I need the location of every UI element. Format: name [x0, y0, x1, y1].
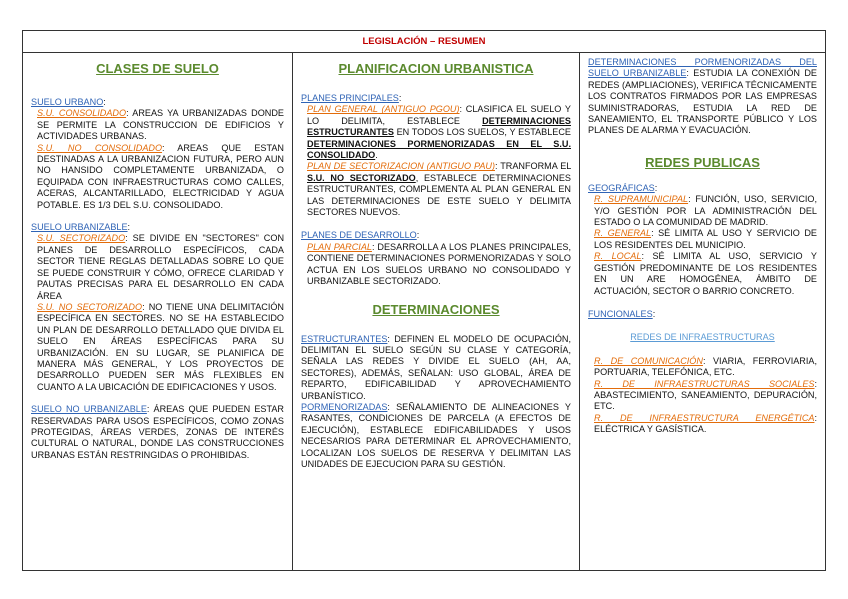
text-r-sociales: : ABASTECIMIENTO, SANEAMIENTO, DEPURACIÓN, ETC. — [594, 378, 817, 412]
label-planes-principales: PLANES PRINCIPALES — [301, 93, 399, 103]
text-plan-general-b2: DETERMINACIONES PORMENORIZADAS EN EL S.U. CONSOLIDADO — [307, 138, 571, 161]
label-su-sectorizado: S.U. SECTORIZADO — [37, 233, 126, 244]
label-r-comunicacion: R. DE COMUNICACIÓN — [594, 355, 703, 366]
text-plan-general-3: . — [375, 150, 378, 161]
text-r-local: : SÉ LIMITA AL USO, SERVICIO Y GESTIÓN PREDOMINANTE DE LOS RESIDENTES EN UN ARE HOMOGÉNEA, ÁMBITO DE ACTUACIÓN, SECTOR O BARRIO CONCRETO. — [594, 251, 817, 296]
text-plan-general-2: EN TODOS LOS SUELOS, Y ESTABLECE — [393, 127, 571, 138]
label-redes-infraestructuras: REDES DE INFRAESTRUCTURAS — [630, 332, 775, 343]
label-r-local: R. LOCAL — [594, 251, 642, 262]
text-plan-general-b1: DETERMINACIONES ESTRUCTURANTES — [307, 115, 571, 138]
label-plan-general: PLAN GENERAL (ANTIGUO PGOU) — [307, 104, 460, 115]
text-su-sectorizado: : SE DIVIDE EN "SECTORES" CON PLANES DE DESARROLLO ESPECÍFICOS, CADA SECTOR TIENE REGLAS DETALLADAS SOBRE LO QUE SE PUEDE CONSTRUIR Y CÓMO, OFRECE CLARIDAD Y PAUTAS PRECISAS PARA EL DESARROLLO EN CADA ÁREA — [37, 233, 285, 301]
column-clases-suelo: CLASES DE SUELO SUELO URBANO: S.U. CONSOLIDADO: AREAS YA URBANIZADAS DONDE SE PERMITE LA CONSTRUCCION DE EDIFICIOS Y ACTIVIDADES URBANAS. S.U. NO CONSOLIDADO: AREAS QUE ESTAN DESTINADAS A LA URBANIZACION FUTURA, PERO AUN NO HANSIDO COMPLETAMENTE URBANIZADA, O EQUIPADA CON INFRAESTRUCTURAS COMO CALLES, ACERAS, ALCANTARILLADO, ELECTRICIDAD Y AGUA POTABLE. ES 1/3 DEL S.U. CONSOLIDADO. SUELO URBANIZABLE: S.U. SECTORIZADO: SE DIVIDE EN "SECTORES" CON PLANES DE DESARROLLO ESPECÍFICOS, CADA SECTOR TIENE REGLAS DETALLADAS SOBRE LO QUE SE PUEDE CONSTRUIR Y CÓMO, OFRECE CLARIDAD Y PAUTAS PRECISAS PARA EL DESARROLLO EN CADA ÁREA S.U. NO SECTORIZADO: NO TIENE UNA DELIMITACIÓN ESPECÍFICA EN SECTORES. NO SE HA ESTABLECIDO UN PLAN DE DESARROLLO DETALLADO QUE DIVIDA EL SUELO EN ÁREAS ESPECÍFICAS PARA SU URBANIZACIÓN. EN SU LUGAR, SE PLANIFICA DE MANERA MÁS GENERAL, Y LOS PROYECTOS DE DESARROLLO PUEDEN SER MÁS FLEXIBLES EN CUANTO A LA UBICACIÓN DE EDIFICACIONES Y USOS. SUELO NO URBANIZABLE: ÁREAS QUE PUEDEN ESTAR RESERVADAS PARA USOS ESPECÍFICOS, COMO ZONAS PROTEGIDAS, ÁREAS VERDES, ZONAS DE INTERÉS CULTURAL O NATURAL, DONDE LAS CONSTRUCCIONES URBANAS ESTÁN RESTRINGIDAS O PROHIBIDAS. — [23, 53, 293, 570]
label-r-supramunicipal: R. SUPRAMUNICIPAL — [594, 194, 689, 205]
label-det-pormenorizadas-urbanizable: DETERMINACIONES PORMENORIZADAS DEL SUELO URBANIZABLE — [588, 57, 817, 79]
text-plan-sector-1: : TRANFORMA EL — [495, 161, 571, 172]
text-plan-sector-2: , ESTABLECE DETERMINACIONES ESTRUCTURANTES, COMPLEMENTA AL PLAN GENERAL EN LAS DETERMINACIONES DE ESTE SUELO Y DELIMITA SECTORES NUEVOS. — [307, 172, 571, 218]
text-plan-parcial: : DESARROLLA A LOS PLANES PRINCIPALES, CONTIENE DETERMINACIONES PORMENORIZADAS Y SOLO ACTUA EN LOS SUELOS URBANO NO CONSOLIDADO Y URBANIZABLE SECTORIZADO. — [307, 241, 571, 287]
page-title: LEGISLACIÓN – RESUMEN — [23, 31, 825, 53]
label-plan-parcial: PLAN PARCIAL — [307, 241, 372, 252]
label-r-sociales: R. DE INFRAESTRUCTURAS SOCIALES — [594, 378, 815, 389]
text-r-general: : SÉ LIMITA AL USO Y SERVICIO DE LOS RESIDENTES DEL MUNICIPIO. — [594, 228, 817, 250]
column-redes: DETERMINACIONES PORMENORIZADAS DEL SUELO URBANIZABLE: ESTUDIA LA CONEXIÓN DE REDES (AMPLIACIONES), VERIFICA TÉCNICAMENTE LOS CONTRATOS FIRMADOS POR LAS EMPRESAS SUMINISTRADORAS, ESTUDIA LA RED DE SANEAMIENTO, EL TRANSPORTE PÚBLICO Y LOS PLANES DE ALARMA Y EVACUACIÓN. REDES PUBLICAS GEOGRÁFICAS: R. SUPRAMUNICIPAL: FUNCIÓN, USO, SERVICIO, Y/O GESTIÓN POR LA ADMINISTRACIÓN DEL ESTADO O LA COMUNIDAD DE MADRID. R. GENERAL: SÉ LIMITA AL USO Y SERVICIO DE LOS RESIDENTES DEL MUNICIPIO. R. LOCAL: SÉ LIMITA AL USO, SERVICIO Y GESTIÓN PREDOMINANTE DE LOS RESIDENTES EN UN ARE HOMOGÉNEA, ÁMBITO DE ACTUACIÓN, SECTOR O BARRIO CONCRETO. FUNCIONALES: REDES DE INFRAESTRUCTURAS R. DE COMUNICACIÓN: VIARIA, FERROVIARIA, PORTUARIA, TELEFÓNICA, ETC. R. DE INFRAESTRUCTURAS SOCIALES: ABASTECIMIENTO, SANEAMIENTO, DEPURACIÓN, ETC. R. DE INFRAESTRUCTURA ENERGÉTICA: ELÉCTRICA Y GASÍSTICA. — [588, 57, 818, 435]
text-r-supramunicipal: : FUNCIÓN, USO, SERVICIO, Y/O GESTIÓN POR LA ADMINISTRACIÓN DEL ESTADO O LA COMUNIDAD DE MADRID. — [594, 194, 818, 228]
text-r-energetica: : ELÉCTRICA Y GASÍSTICA. — [594, 412, 817, 435]
summary-table — [22, 30, 826, 571]
label-su-no-sectorizado: S.U. NO SECTORIZADO — [37, 301, 143, 312]
label-su-no-consolidado: S.U. NO CONSOLIDADO — [37, 142, 163, 153]
section-title-planificacion: PLANIFICACION URBANISTICA — [338, 61, 534, 76]
text-det-pormenorizadas-urbanizable: : ESTUDIA LA CONEXIÓN DE REDES (AMPLIACIONES), VERIFICA TÉCNICAMENTE LOS CONTRATOS FIRMADOS POR LAS EMPRESAS SUMINISTRADORAS, ESTUDIA LA RED DE SANEAMIENTO, EL TRANSPORTE PÚBLICO Y LOS PLANES DE ALARMA Y EVACUACIÓN. — [588, 68, 817, 136]
text-su-no-sectorizado: : NO TIENE UNA DELIMITACIÓN ESPECÍFICA EN SECTORES. NO SE HA ESTABLECIDO UN PLAN DE DESARROLLO DETALLADO QUE DIVIDA EL SUELO EN ÁREAS ESPECÍFICAS PARA SU URBANIZACIÓN. EN SU LUGAR, SE PLANIFICA DE MANERA MÁS GENERAL, Y LOS PROYECTOS DE DESARROLLO PUEDEN SER MÁS FLEXIBLES EN CUANTO A LA UBICACIÓN DE EDIFICACIONES Y USOS. — [37, 301, 284, 392]
label-planes-desarrollo: PLANES DE DESARROLLO — [301, 230, 417, 241]
text-r-comunicacion: : VIARIA, FERROVIARIA, PORTUARIA, TELEFÓNICA, ETC. — [594, 355, 817, 378]
label-geograficas: GEOGRÁFICAS — [588, 182, 655, 193]
section-title-determinaciones: DETERMINACIONES — [372, 301, 500, 317]
label-suelo-urbano: SUELO URBANO — [31, 97, 104, 107]
section-title-clases: CLASES DE SUELO — [96, 61, 219, 76]
text-estructurantes: : DEFINEN EL MODELO DE OCUPACIÓN, DELIMITAN EL SUELO SEGÚN SU CLASE Y CATEGORÍA, SEÑALA LAS REDES Y DIVIDE EL SUELO (AH, AA, SECTORES), ADEMÁS, SEÑALAN: USO GLOBAL, ÁREA DE REPARTO, EDIFICABILIDAD Y APROVECHAMIENTO URBANÍSTICO. — [301, 333, 571, 401]
label-r-general: R. GENERAL — [594, 228, 652, 239]
label-funcionales: FUNCIONALES — [588, 308, 653, 319]
section-title-redes: REDES PUBLICAS — [645, 154, 760, 170]
label-r-energetica: R. DE INFRAESTRUCTURA ENERGÉTICA — [594, 412, 815, 423]
label-su-consolidado: S.U. CONSOLIDADO — [37, 108, 127, 119]
label-suelo-urbanizable: SUELO URBANIZABLE — [31, 222, 128, 233]
text-plan-sector-b1: S.U. NO SECTORIZADO — [307, 172, 416, 183]
text-su-consolidado: : AREAS YA URBANIZADAS DONDE SE PERMITE LA CONSTRUCCION DE EDIFICIOS Y ACTIVIDADES URBANAS. — [37, 108, 284, 142]
text-pormenorizadas: : SEÑALAMIENTO DE ALINEACIONES Y RASANTES, CONDICIONES DE PARCELA (A EFECTOS DE EJECUCIÓN), ESTABLECE EDIFICABILIDADES Y USOS NECESARIOS PARA DETERMINAR EL APROVECHAMIENTO, LOCALIZAN LOS SUELOS DE RESERVA Y DELIMITAN LAS UNIDADES DE EJECUCION PARA SU GESTIÓN. — [301, 401, 571, 469]
text-suelo-no-urbanizable: : ÁREAS QUE PUEDEN ESTAR RESERVADAS PARA USOS ESPECÍFICOS, COMO ZONAS PROTEGIDAS, ÁREAS VERDES, ZONAS DE INTERÉS CULTURAL O NATURAL, DONDE LAS CONSTRUCCIONES URBANAS ESTÁN RESTRINGIDAS O PROHIBIDAS. — [31, 404, 284, 460]
column-planificacion: PLANIFICACION URBANISTICA PLANES PRINCIPALES: PLAN GENERAL (ANTIGUO PGOU): CLASIFICA EL SUELO Y LO DELIMITA, ESTABLECE DETERMINACIONES ESTRUCTURANTES EN TODOS LOS SUELOS, Y ESTABLECE DETERMINACIONES PORMENORIZADAS EN EL S.U. CONSOLIDADO. PLAN DE SECTORIZACION (ANTIGUO PAU): TRANFORMA EL S.U. NO SECTORIZADO, ESTABLECE DETERMINACIONES ESTRUCTURANTES, COMPLEMENTA AL PLAN GENERAL EN LAS DETERMINACIONES DE ESTE SUELO Y DELIMITA SECTORES NUEVOS. PLANES DE DESARROLLO: PLAN PARCIAL: DESARROLLA A LOS PLANES PRINCIPALES, CONTIENE DETERMINACIONES PORMENORIZADAS Y SOLO ACTUA EN LOS SUELOS URBANO NO CONSOLIDADO Y URBANIZABLE SECTORIZADO. DETERMINACIONES ESTRUCTURANTES: DEFINEN EL MODELO DE OCUPACIÓN, DELIMITAN EL SUELO SEGÚN SU CLASE Y CATEGORÍA, SEÑALA LAS REDES Y DIVIDE EL SUELO (AH, AA, SECTORES), ADEMÁS, SEÑALAN: USO GLOBAL, ÁREA DE REPARTO, EDIFICABILIDAD Y APROVECHAMIENTO URBANÍSTICO. PORMENORIZADAS: SEÑALAMIENTO DE ALINEACIONES Y RASANTES, CONDICIONES DE PARCELA (A EFECTOS DE EJECUCIÓN), ESTABLECE EDIFICABILIDADES Y USOS NECESARIOS PARA DETERMINAR EL APROVECHAMIENTO, LOCALIZAN LOS SUELOS DE RESERVA Y DELIMITAN LAS UNIDADES DE EJECUCION PARA SU GESTIÓN. — [293, 53, 580, 570]
label-estructurantes: ESTRUCTURANTES — [301, 333, 388, 344]
text-su-no-consolidado: : AREAS QUE ESTAN DESTINADAS A LA URBANIZACION FUTURA, PERO AUN NO HANSIDO COMPLETAMENTE URBANIZADA, O EQUIPADA CON INFRAESTRUCTURAS COMO CALLES, ACERAS, ALCANTARILLADO, ELECTRICIDAD Y AGUA POTABLE. ES 1/3 DEL S.U. CONSOLIDADO. — [37, 142, 284, 210]
label-suelo-no-urbanizable: SUELO NO URBANIZABLE — [31, 404, 147, 415]
label-plan-sectorizacion: PLAN DE SECTORIZACION (ANTIGUO PAU) — [307, 161, 495, 172]
text-plan-general-1: : CLASIFICA EL SUELO Y LO DELIMITA, ESTABLECE — [307, 104, 571, 126]
label-pormenorizadas: PORMENORIZADAS — [301, 401, 388, 412]
